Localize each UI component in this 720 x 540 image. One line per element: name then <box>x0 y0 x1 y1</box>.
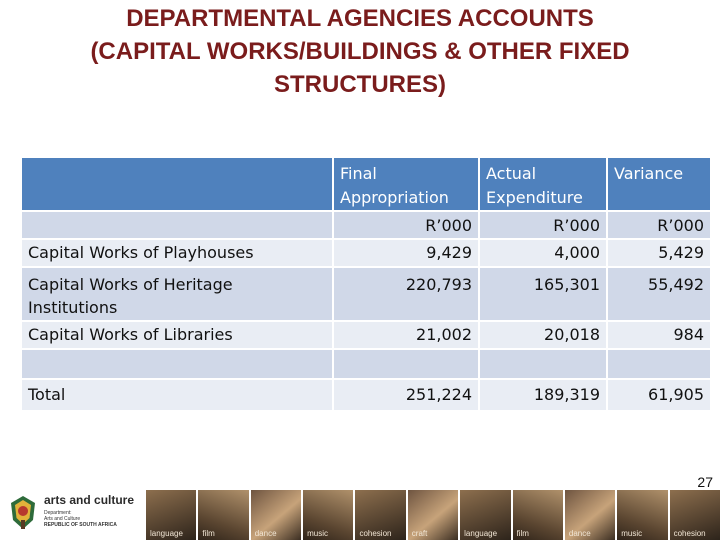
row-label: Capital Works of Playhouses <box>22 240 332 266</box>
row-label: Capital Works of Heritage Institutions <box>22 268 332 320</box>
department-text: Department: Arts and Culture REPUBLIC OF SOUTH AFRICA <box>44 510 117 528</box>
photo-tile: cohesion <box>670 490 720 540</box>
coat-of-arms-icon <box>8 494 38 532</box>
header-variance: Variance <box>608 158 710 210</box>
blank-row <box>22 350 710 378</box>
total-actual: 189,319 <box>480 380 606 410</box>
footer-banner <box>0 490 720 540</box>
photo-tile: music <box>303 490 353 540</box>
row-actual: 20,018 <box>480 322 606 348</box>
unit-actual: R’000 <box>480 212 606 238</box>
slide-title <box>0 2 720 101</box>
photo-tile: language <box>460 490 510 540</box>
photo-tile: dance <box>565 490 615 540</box>
row-final: 21,002 <box>334 322 478 348</box>
total-final: 251,224 <box>334 380 478 410</box>
row-variance: 55,492 <box>608 268 710 320</box>
row-final: 9,429 <box>334 240 478 266</box>
arts-and-culture-logo <box>6 490 144 540</box>
units-row <box>22 212 710 238</box>
row-actual: 165,301 <box>480 268 606 320</box>
row-label: Capital Works of Libraries <box>22 322 332 348</box>
header-blank-cell <box>22 158 332 210</box>
title-line-2: (CAPITAL WORKS/BUILDINGS & OTHER FIXED <box>90 38 630 65</box>
header-final-appropriation: Final Appropriation <box>334 158 478 210</box>
accounts-table <box>20 156 712 412</box>
row-actual: 4,000 <box>480 240 606 266</box>
photo-tile: language <box>146 490 196 540</box>
header-actual-expenditure: Actual Expenditure <box>480 158 606 210</box>
photo-tile: music <box>617 490 667 540</box>
photo-tile: cohesion <box>355 490 405 540</box>
row-final: 220,793 <box>334 268 478 320</box>
total-row <box>22 380 710 410</box>
brand-name: arts and culture <box>44 493 135 507</box>
page-number: 27 <box>697 474 713 490</box>
title-line-1: DEPARTMENTAL AGENCIES ACCOUNTS <box>126 5 594 32</box>
unit-variance: R’000 <box>608 212 710 238</box>
table-row <box>22 240 710 266</box>
title-line-3: STRUCTURES) <box>274 71 446 98</box>
photo-tile: film <box>513 490 563 540</box>
row-variance: 984 <box>608 322 710 348</box>
total-label: Total <box>22 380 332 410</box>
photo-tile: craft <box>408 490 458 540</box>
photo-strip <box>146 490 720 540</box>
photo-tile: film <box>198 490 248 540</box>
row-variance: 5,429 <box>608 240 710 266</box>
unit-final: R’000 <box>334 212 478 238</box>
total-variance: 61,905 <box>608 380 710 410</box>
table-row <box>22 268 710 320</box>
table-row <box>22 322 710 348</box>
table-header-row <box>22 158 710 210</box>
photo-tile: dance <box>251 490 301 540</box>
